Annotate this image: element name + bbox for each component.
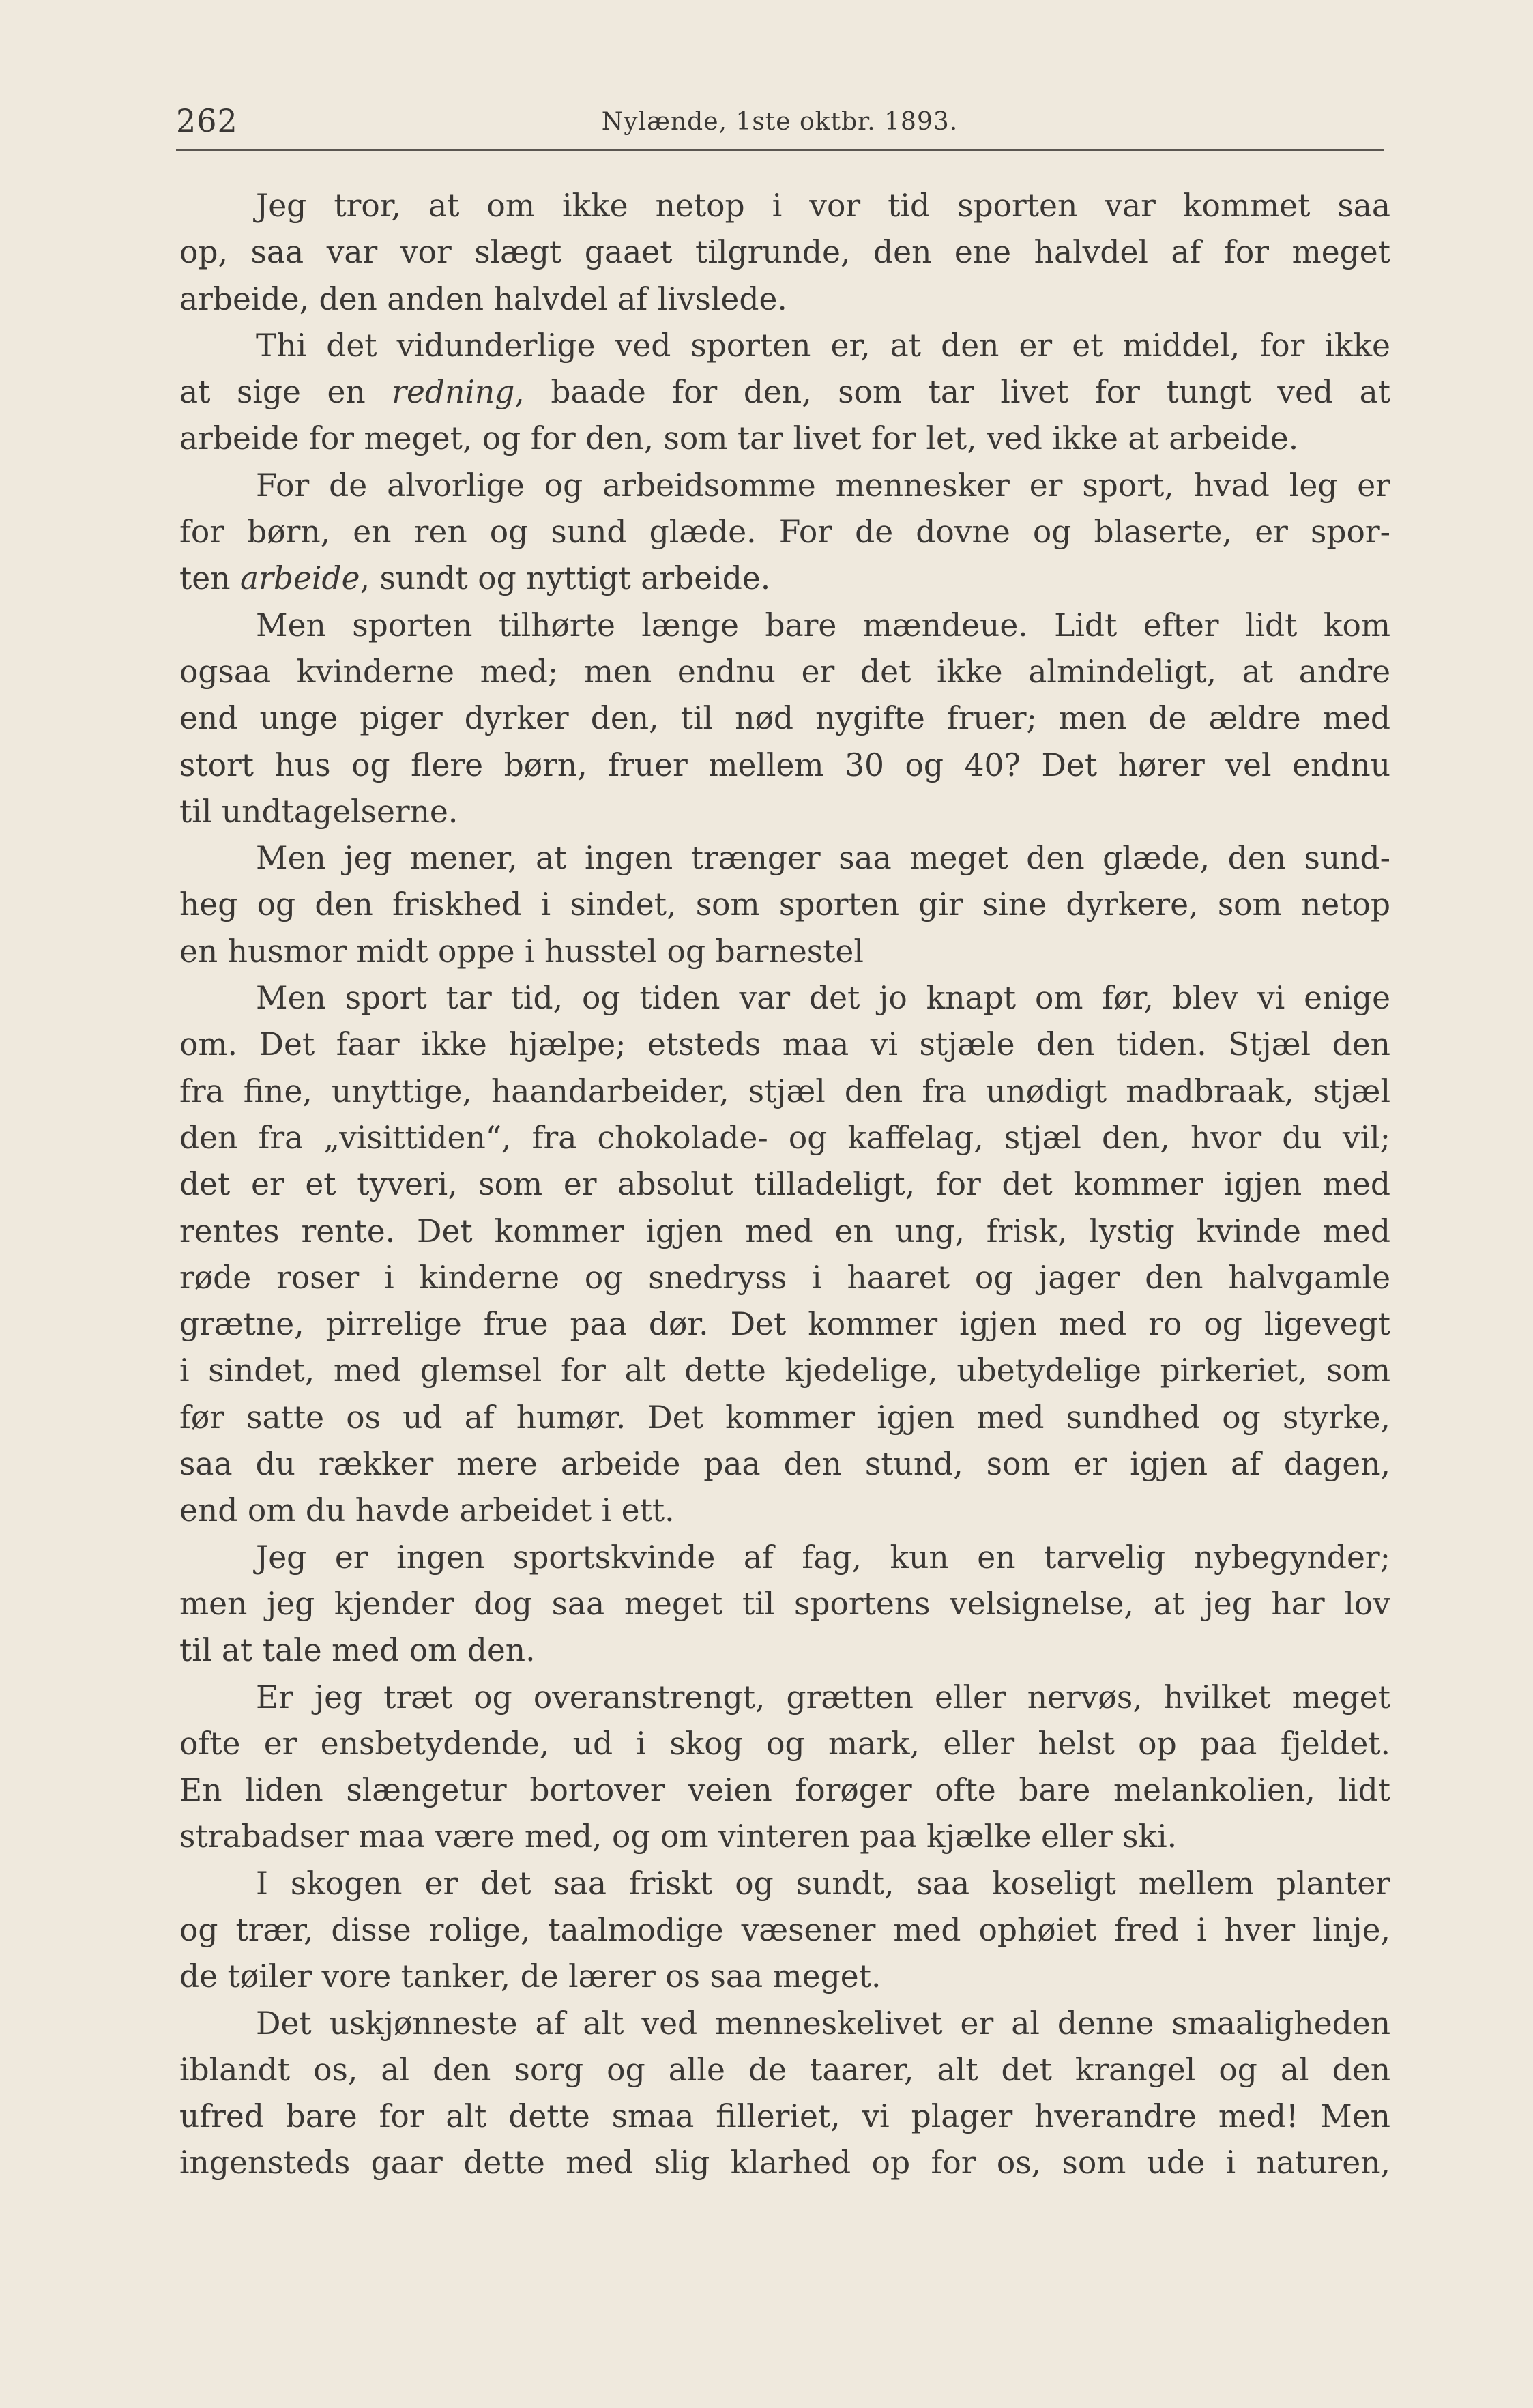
text-line: at sige en redning, baade for den, som tar livet for tungt ved at <box>179 374 1390 411</box>
italic-word: arbeide <box>239 560 360 597</box>
text-line: iblandt os, al den sorg og alle de taarer, alt det krangel og al den <box>179 2051 1390 2088</box>
text-line: strabadser maa være med, og om vinteren paa kjælke eller ski. <box>179 1818 1178 1855</box>
text-line: røde roser i kinderne og snedryss i haaret og jager den halvgamle <box>179 1259 1390 1296</box>
text-line: Thi det vidunderlige ved sporten er, at den er et middel, for ikke <box>256 327 1390 364</box>
text-line: før satte os ud af humør. Det kommer igjen med sundhed og styrke, <box>179 1399 1390 1436</box>
text-line: Men sporten tilhørte længe bare mændeue. Lidt efter lidt kom <box>256 607 1390 643</box>
page-number: 262 <box>176 102 238 139</box>
page-header <box>176 102 1384 150</box>
text-line: I skogen er det saa friskt og sundt, saa koseligt mellem planter <box>256 1865 1390 1902</box>
text-line: i sindet, med glemsel for alt dette kjedelige, ubetydelige pirkeriet, som <box>179 1352 1390 1389</box>
text-line: Men jeg mener, at ingen trænger saa meget den glæde, den sund- <box>256 840 1390 877</box>
text-line: den fra „visittiden“, fra chokolade- og kaffelag, stjæl den, hvor du vil; <box>179 1119 1390 1156</box>
text-line: om. Det faar ikke hjælpe; etsteds maa vi stjæle den tiden. Stjæl den <box>179 1026 1390 1063</box>
text-line: arbeide, den anden halvdel af livslede. <box>179 280 787 317</box>
text-line: Jeg tror, at om ikke netop i vor tid sporten var kommet saa <box>256 188 1390 224</box>
text-line: Men sport tar tid, og tiden var det jo knapt om før, blev vi enige <box>256 980 1390 1017</box>
text-line: rentes rente. Det kommer igjen med en ung, frisk, lystig kvinde med <box>179 1213 1390 1249</box>
text-line: Det uskjønneste af alt ved menneskelivet er al denne smaaligheden <box>256 2005 1390 2042</box>
text-line: de tøiler vore tanker, de lærer os saa meget. <box>179 1958 881 1995</box>
running-head: Nylænde, 1ste oktbr. 1893. <box>601 108 959 136</box>
text-line: En liden slængetur bortover veien forøger ofte bare melankolien, lidt <box>179 1772 1390 1809</box>
text-line: arbeide for meget, og for den, som tar livet for let, ved ikke at arbeide. <box>179 420 1299 457</box>
text-line: heg og den friskhed i sindet, som sporten gir sine dyrkere, som netop <box>179 886 1390 923</box>
text-line: og trær, disse rolige, taalmodige væsener med ophøiet fred i hver linje, <box>179 1911 1390 1948</box>
text-line: ten arbeide, sundt og nyttigt arbeide. <box>179 560 771 597</box>
text-line: For de alvorlige og arbeidsomme mennesker er sport, hvad leg er <box>256 467 1390 504</box>
text-line: til undtagelserne. <box>179 793 458 830</box>
text-line: Er jeg træt og overanstrengt, grætten eller nervøs, hvilket meget <box>256 1679 1390 1715</box>
text-line: fra fine, unyttige, haandarbeider, stjæl den fra unødigt madbraak, stjæl <box>179 1073 1390 1109</box>
text-line: stort hus og flere børn, fruer mellem 30 og 40? Det hører vel endnu <box>179 746 1390 783</box>
text-line: grætne, pirrelige frue paa dør. Det kommer igjen med ro og ligevegt <box>179 1306 1390 1343</box>
text-line: Jeg er ingen sportskvinde af fag, kun en tarvelig nybegynder; <box>256 1539 1390 1576</box>
text-line: ingensteds gaar dette med slig klarhed op for os, som ude i naturen, <box>179 2145 1390 2181</box>
text-line: for børn, en ren og sund glæde. For de dovne og blaserte, er spor- <box>179 514 1390 551</box>
text-line: til at tale med om den. <box>179 1632 536 1669</box>
italic-word: redning <box>392 374 515 411</box>
text-line: en husmor midt oppe i husstel og barnestel <box>179 933 864 970</box>
text-line: end om du havde arbeidet i ett. <box>179 1492 675 1529</box>
text-line: end unge piger dyrker den, til nød nygifte fruer; men de ældre med <box>179 700 1390 737</box>
text-line: men jeg kjender dog saa meget til sportens velsignelse, at jeg har lov <box>179 1585 1390 1622</box>
text-line: ogsaa kvinderne med; men endnu er det ikke almindeligt, at andre <box>179 653 1390 690</box>
text-line: ufred bare for alt dette smaa filleriet, vi plager hverandre med! Men <box>179 2098 1390 2135</box>
header-rule <box>176 149 1384 151</box>
body-text <box>179 183 1390 2187</box>
text-line: saa du rækker mere arbeide paa den stund, som er igjen af dagen, <box>179 1446 1390 1483</box>
text-line: ofte er ensbetydende, ud i skog og mark, eller helst op paa fjeldet. <box>179 1725 1390 1762</box>
text-line: op, saa var vor slægt gaaet tilgrunde, den ene halvdel af for meget <box>179 234 1390 271</box>
text-line: det er et tyveri, som er absolut tilladeligt, for det kommer igjen med <box>179 1166 1390 1203</box>
